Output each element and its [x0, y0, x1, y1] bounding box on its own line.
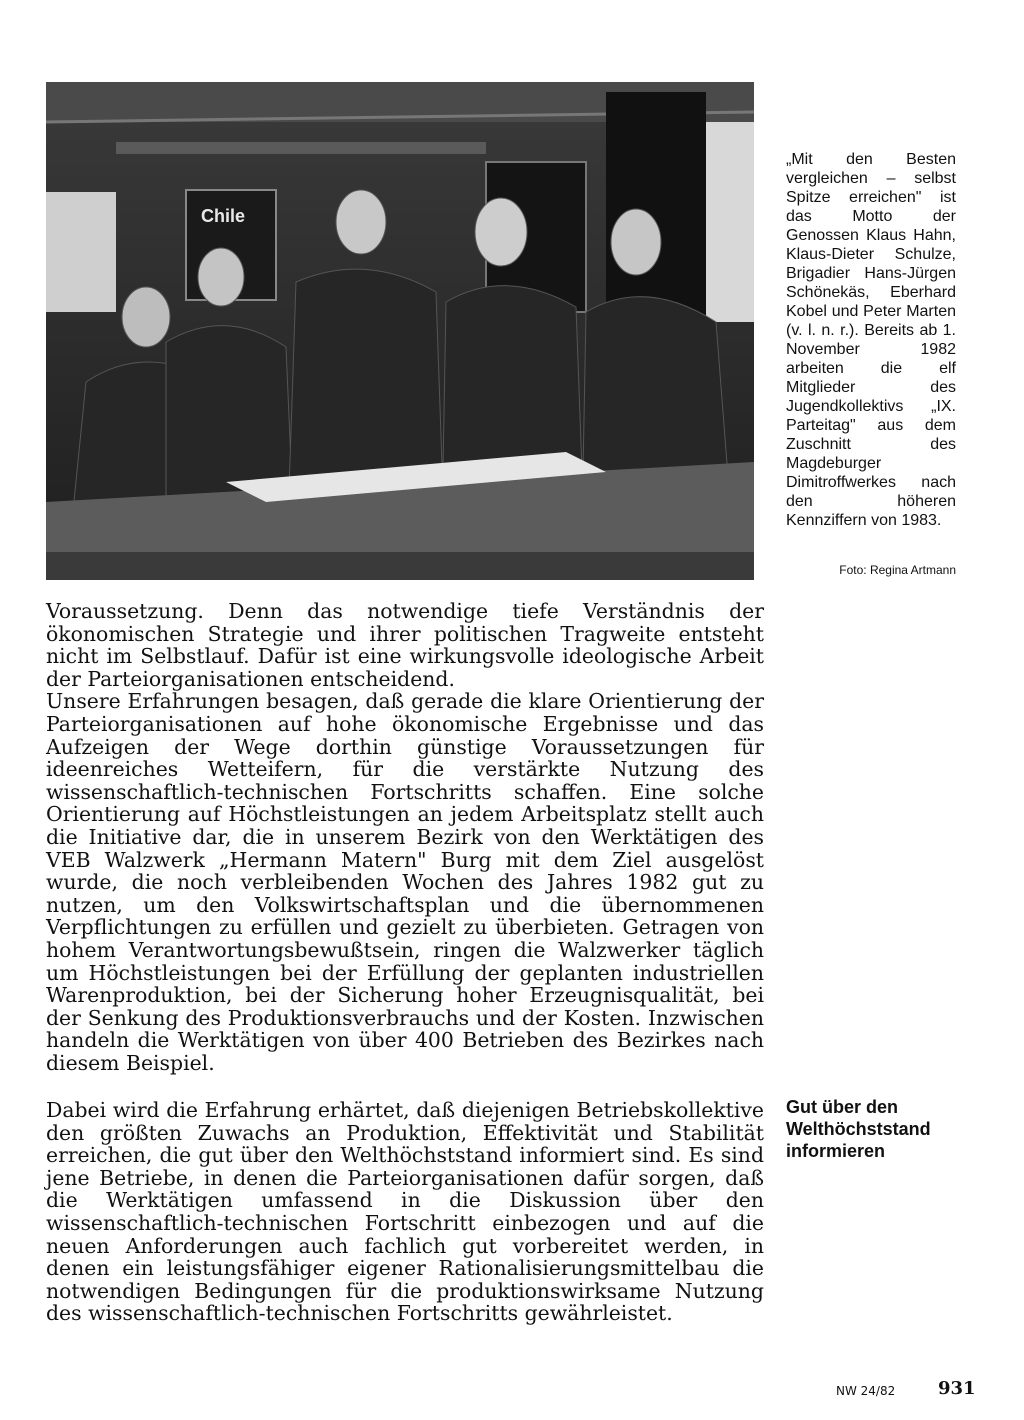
- page-number: 931: [938, 1378, 976, 1399]
- photo-illustration: [46, 82, 754, 580]
- poster-sign-chile: Chile: [201, 206, 246, 226]
- body-text-top: [46, 600, 764, 1074]
- photo-caption: „Mit den Besten vergleichen – selbst Spitze erreichen" ist das Motto der Genossen Klaus Hahn, Klaus-Dieter Schulze, Brigadier Hans-Jürgen Schönekäs, Eberhard Kobel und Peter Marten (v. l. n. r.). Bereits ab 1. November 1982 arbeiten die elf Mitglieder des Jugendkollektivs „IX. Parteitag" aus dem Zuschnitt des Magdeburger Dimitroffwerkes nach den höheren Kennziffern von 1983.: [786, 151, 956, 529]
- issue-label: NW 24/82: [836, 1384, 896, 1398]
- body-text-bottom: [46, 1099, 764, 1325]
- paragraph: Voraussetzung. Denn das notwendige tiefe Verständnis der ökonomischen Strategie und ihrer politischen Tragweite entsteht nicht im Selbstlauf. Dafür ist eine wirkungsvolle ideologische Arbeit der Parteiorganisationen entscheidend.: [46, 599, 764, 691]
- group-photo: [46, 82, 754, 580]
- paragraph: Unsere Erfahrungen besagen, daß gerade die klare Orientierung der Parteiorganisationen auf hohe ökonomische Ergebnisse und das Aufzeigen der Wege dorthin günstige Voraussetzungen für ideenreiches Wetteifern, für die verstärkte Nutzung des wissenschaftlich-technischen Fortschritts schaffen. Eine solche Orientierung auf Höchstleistungen an jedem Arbeitsplatz stellt auch die Initiative dar, die in unserem Bezirk von den Werktätigen des VEB Walzwerk „Hermann Matern" Burg mit dem Ziel ausgelöst wurde, die noch verbleibenden Wochen des Jahres 1982 gut zu nutzen, um den Volkswirtschaftsplan und die übernommenen Verpflichtungen zu erfüllen und gezielt zu überbieten. Getragen von hohem Verantwortungsbewußtsein, ringen die Walzwerker täglich um Höchstleistungen bei der Erfüllung der geplanten industriellen Warenproduktion, bei der Sicherung hoher Erzeugnisqualität, bei der Senkung des Produktionsverbrauchs und der Kosten. Inzwischen handeln die Werktätigen von über 400 Betrieben des Bezirkes nach diesem Beispiel.: [46, 689, 764, 1075]
- side-heading: Gut über den Welthöchststand informieren: [786, 1097, 931, 1161]
- paragraph: Dabei wird die Erfahrung erhärtet, daß diejenigen Betriebskollektive den größten Zuwachs an Produktion, Effektivität und Stabilität erreichen, die gut über den Welthöchststand informiert sind. Es sind jene Betriebe, in denen die Parteiorganisationen dafür sorgen, daß die Werktätigen umfassend in die Diskussion über den wissenschaftlich-technischen Fortschritt einbezogen und auf die neuen Anforderungen auch fachlich gut vorbereitet werden, in denen ein leistungsfähiger eigener Rationalisierungsmittelbau die notwendigen Bedingungen für die produktionswirksame Nutzung des wissenschaftlich-technischen Fortschritts gewährleistet.: [46, 1098, 764, 1326]
- photo-credit: Foto: Regina Artmann: [839, 563, 956, 577]
